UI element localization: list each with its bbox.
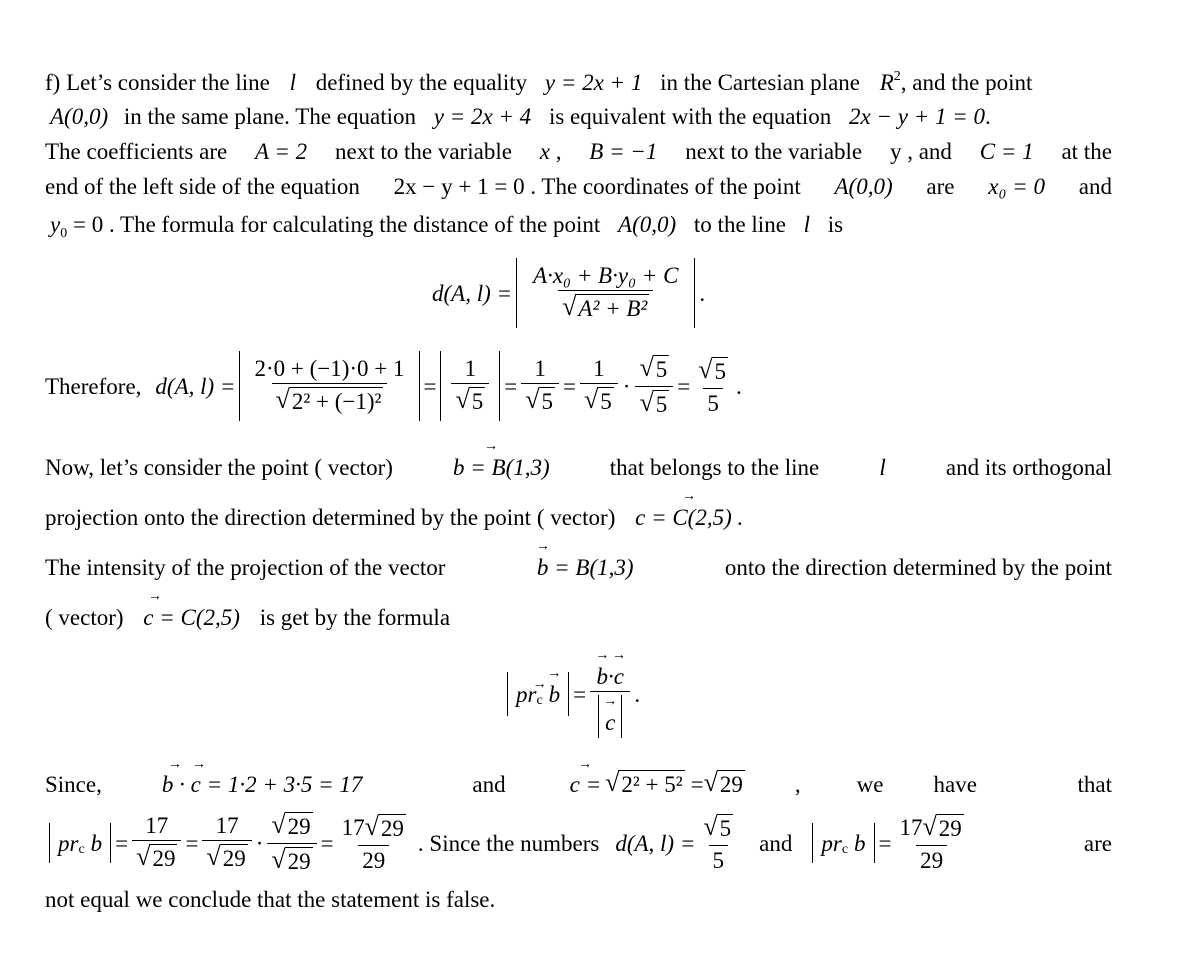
period: . bbox=[634, 681, 641, 707]
pr-subscript: → c bbox=[536, 694, 542, 708]
sqrt bbox=[639, 355, 669, 382]
vector-b: b bbox=[90, 830, 103, 856]
sqrt bbox=[562, 294, 649, 321]
math-A00: A(0,0) bbox=[618, 212, 677, 237]
numerator: 2·0 + (−1)·0 + 1 bbox=[254, 356, 405, 382]
numerator: 17 bbox=[145, 813, 169, 839]
math: x₀ = 0 bbox=[988, 174, 1045, 199]
radicand: 29 bbox=[936, 814, 964, 841]
abs-value bbox=[239, 351, 419, 420]
radical-icon: √ bbox=[922, 812, 937, 842]
math-eq2: 2x − y + 1 = 0 bbox=[849, 104, 985, 129]
numerator bbox=[694, 357, 732, 387]
math: A(0,0) bbox=[834, 174, 893, 199]
fraction bbox=[132, 814, 181, 871]
fraction bbox=[590, 651, 630, 738]
text: is get by the formula bbox=[259, 605, 451, 630]
radical-icon: √ bbox=[525, 385, 540, 415]
equals: = bbox=[423, 373, 437, 399]
vector-arrow-icon: → bbox=[484, 439, 498, 454]
radical-icon: √ bbox=[271, 810, 286, 840]
text: have bbox=[933, 771, 977, 797]
period: . bbox=[736, 373, 742, 399]
text: . bbox=[985, 104, 991, 129]
numerator bbox=[267, 812, 316, 842]
fraction bbox=[267, 812, 316, 873]
abs-value bbox=[49, 823, 111, 863]
sqrt bbox=[605, 770, 685, 797]
text: that bbox=[1077, 771, 1112, 797]
pr-symbol: pr bbox=[516, 681, 537, 707]
text: The coefficients are bbox=[45, 139, 228, 164]
fraction bbox=[250, 357, 408, 414]
text: = 0 . The formula for calculating the distance of the point bbox=[72, 212, 601, 237]
text: and bbox=[759, 830, 793, 856]
sqrt bbox=[206, 844, 247, 871]
radical-icon: √ bbox=[605, 768, 620, 798]
vector-arrow-icon: → bbox=[148, 589, 162, 604]
vector-arrow-icon: → bbox=[682, 489, 696, 504]
math-R-exp: 2 bbox=[893, 69, 901, 84]
math: b = B(1,3) bbox=[536, 555, 634, 580]
coefficient: 17 bbox=[899, 815, 923, 841]
numerator: 1 bbox=[464, 356, 477, 382]
text: we bbox=[856, 771, 884, 797]
abs-value bbox=[516, 258, 695, 327]
math: c = C(2,5) . bbox=[635, 505, 744, 530]
equals: = bbox=[504, 373, 518, 399]
math-R: R bbox=[879, 70, 894, 95]
radicand: 5 bbox=[469, 387, 486, 414]
denominator bbox=[558, 290, 653, 321]
radicand: 2² + (−1)² bbox=[289, 387, 384, 414]
dot: · bbox=[608, 663, 614, 689]
sqrt bbox=[923, 814, 964, 841]
radicand: 29 bbox=[717, 770, 745, 797]
text: projection onto the direction determined by the point ( vector) bbox=[45, 505, 616, 530]
projection-formula bbox=[503, 640, 640, 748]
vector-b: b bbox=[854, 830, 866, 856]
lhs: d(A, l) = bbox=[615, 830, 696, 856]
fraction bbox=[580, 357, 618, 414]
fraction bbox=[694, 357, 732, 414]
line-5 bbox=[50, 213, 1117, 241]
line-2 bbox=[50, 105, 1117, 128]
radicand: 29 bbox=[378, 814, 406, 841]
text: and bbox=[1078, 174, 1112, 199]
pr-subscript: c bbox=[78, 842, 85, 857]
denominator bbox=[521, 383, 559, 414]
sqrt bbox=[698, 357, 728, 384]
abs-value bbox=[812, 823, 874, 863]
equals: = bbox=[115, 830, 129, 856]
text: that belongs to the line bbox=[609, 455, 820, 480]
pr-subscript: c bbox=[841, 842, 849, 857]
line-8 bbox=[45, 556, 1112, 579]
radical-icon: √ bbox=[275, 385, 290, 415]
text: ( vector) bbox=[45, 605, 124, 630]
radical-icon: √ bbox=[639, 353, 654, 383]
math: c = bbox=[569, 771, 602, 797]
text: defined by the equality bbox=[315, 70, 528, 95]
fraction bbox=[699, 814, 737, 871]
comma: , bbox=[794, 771, 801, 797]
math-l: l bbox=[289, 70, 296, 95]
radicand: 29 bbox=[285, 847, 313, 874]
distance-formula bbox=[432, 252, 705, 334]
vector-b: → b bbox=[549, 683, 561, 706]
dot: · bbox=[255, 830, 264, 856]
math-A00: A(0,0) bbox=[50, 104, 109, 129]
text: to the line bbox=[693, 212, 786, 237]
fraction bbox=[635, 355, 673, 416]
math: B = −1 bbox=[589, 139, 658, 164]
fraction bbox=[202, 814, 251, 871]
line-9 bbox=[45, 606, 1112, 629]
math-eq1: y = 2x + 1 bbox=[544, 70, 643, 95]
pr-symbol: pr bbox=[821, 830, 842, 856]
text: f) Let’s consider the line bbox=[45, 70, 270, 95]
sqrt bbox=[271, 812, 312, 839]
math-y: y bbox=[50, 212, 61, 237]
abs-value bbox=[598, 695, 622, 738]
math-eq: y = 2x + 4 bbox=[433, 104, 532, 129]
text: and bbox=[472, 771, 506, 797]
math: c = C(2,5) bbox=[143, 605, 240, 630]
radical-icon: √ bbox=[698, 355, 713, 385]
projection-line bbox=[45, 810, 1112, 876]
text: is equivalent with the equation bbox=[548, 104, 832, 129]
text: , and the point bbox=[900, 70, 1033, 95]
numerator: 1 bbox=[534, 356, 546, 382]
math-sub: 0 bbox=[60, 226, 68, 241]
fraction bbox=[529, 264, 682, 321]
equals: = bbox=[690, 771, 704, 797]
numerator bbox=[699, 814, 737, 844]
radical-icon: √ bbox=[703, 812, 718, 842]
vector-c: → c bbox=[614, 665, 624, 688]
sqrt bbox=[271, 844, 312, 874]
sqrt bbox=[136, 844, 177, 871]
radical-icon: √ bbox=[271, 844, 286, 874]
text: and its orthogonal bbox=[945, 455, 1112, 480]
denominator bbox=[132, 840, 181, 871]
radicand: 5 bbox=[653, 390, 670, 417]
equals: = bbox=[677, 373, 691, 399]
coefficient: 17 bbox=[341, 815, 365, 841]
radicand: A² + B² bbox=[575, 294, 649, 321]
vector-b: → b bbox=[597, 665, 609, 688]
sqrt bbox=[584, 387, 614, 414]
radicand: 29 bbox=[220, 844, 248, 871]
text: 2x − y + 1 = 0 . The coordinates of the point bbox=[393, 174, 801, 199]
numerator: 1 bbox=[593, 356, 605, 382]
denominator: 29 bbox=[358, 845, 389, 872]
text: next to the variable bbox=[335, 139, 512, 164]
period: . bbox=[699, 280, 706, 306]
numerator bbox=[593, 651, 628, 691]
line-6 bbox=[45, 456, 1112, 479]
text: at the bbox=[1061, 139, 1112, 164]
radicand: 29 bbox=[149, 844, 177, 871]
dot: · bbox=[622, 373, 631, 399]
denominator bbox=[580, 383, 618, 414]
numerator: 17 bbox=[215, 813, 239, 839]
equals: = bbox=[185, 830, 199, 856]
denominator: 5 bbox=[703, 388, 723, 415]
math-l: l bbox=[879, 455, 886, 480]
math: b = B(1,3) bbox=[453, 455, 550, 480]
denominator bbox=[635, 386, 673, 417]
numerator bbox=[338, 814, 410, 844]
abs-value bbox=[507, 672, 569, 716]
fraction bbox=[896, 814, 968, 871]
vector-arrow-icon: → bbox=[168, 757, 182, 772]
radical-icon: √ bbox=[206, 842, 221, 872]
denominator bbox=[451, 383, 489, 414]
math: C = 1 bbox=[979, 139, 1034, 164]
radicand: 5 bbox=[597, 387, 614, 414]
equals: = bbox=[320, 830, 334, 856]
line-4 bbox=[45, 175, 1112, 198]
text: . Since the numbers bbox=[417, 830, 600, 856]
vector-c: → c bbox=[605, 711, 615, 734]
radical-icon: √ bbox=[639, 387, 654, 417]
denominator bbox=[272, 383, 388, 414]
radicand: 5 bbox=[712, 357, 729, 384]
text: next to the variable bbox=[685, 139, 863, 164]
text: in the same plane. The equation bbox=[123, 104, 416, 129]
math: x , bbox=[539, 139, 562, 164]
sqrt bbox=[276, 387, 384, 414]
text: is bbox=[827, 212, 844, 237]
math: b · c = 1·2 + 3·5 = 17 bbox=[161, 771, 363, 797]
text: Therefore, bbox=[45, 373, 142, 399]
radical-icon: √ bbox=[455, 385, 470, 415]
text: end of the left side of the equation bbox=[45, 174, 360, 199]
radical-icon: √ bbox=[584, 385, 599, 415]
radicand: 29 bbox=[285, 812, 313, 839]
numerator bbox=[635, 355, 673, 385]
fraction bbox=[521, 357, 559, 414]
text: in the Cartesian plane bbox=[660, 70, 860, 95]
radical-icon: √ bbox=[703, 768, 718, 798]
sqrt bbox=[704, 770, 745, 797]
lhs: d(A, l) = bbox=[432, 280, 513, 306]
radical-icon: √ bbox=[364, 812, 379, 842]
sqrt bbox=[639, 387, 669, 417]
text: The intensity of the projection of the vector bbox=[45, 555, 446, 580]
denominator bbox=[202, 840, 251, 871]
numerator bbox=[896, 814, 968, 844]
radical-icon: √ bbox=[562, 292, 577, 322]
text: Now, let’s consider the point ( vector) bbox=[45, 455, 393, 480]
fraction bbox=[338, 814, 410, 871]
sqrt bbox=[703, 814, 733, 841]
pr-symbol: pr bbox=[58, 830, 79, 856]
denominator bbox=[590, 691, 630, 738]
text: onto the direction determined by the point bbox=[724, 555, 1112, 580]
equals: = bbox=[878, 830, 892, 856]
lhs: d(A, l) = bbox=[155, 373, 236, 399]
radicand: 5 bbox=[653, 355, 670, 382]
text: are bbox=[1083, 830, 1112, 856]
abs-value bbox=[440, 351, 500, 420]
sqrt bbox=[525, 387, 555, 414]
radical-icon: √ bbox=[136, 842, 151, 872]
math-l: l bbox=[803, 212, 811, 237]
line-3 bbox=[45, 140, 1112, 163]
text: y , and bbox=[889, 139, 952, 164]
conclusion-line bbox=[45, 888, 1112, 911]
vector-arrow-icon: → bbox=[536, 539, 550, 554]
vector-arrow-icon: → bbox=[192, 757, 206, 772]
numerator: A·x₀ + B·y₀ + C bbox=[533, 263, 679, 289]
radicand: 2² + 5² bbox=[618, 770, 684, 797]
text: Since, bbox=[45, 771, 102, 797]
sqrt bbox=[365, 814, 406, 841]
denominator: 5 bbox=[709, 845, 729, 872]
line-1 bbox=[45, 70, 1112, 94]
sqrt bbox=[455, 387, 485, 414]
vector-arrow-icon: → bbox=[578, 757, 592, 772]
denominator: 29 bbox=[916, 845, 947, 872]
text: are bbox=[926, 174, 955, 199]
text: not equal we conclude that the statement is false. bbox=[45, 887, 496, 912]
equals: = bbox=[573, 681, 587, 707]
equals: = bbox=[563, 373, 577, 399]
denominator bbox=[267, 843, 316, 874]
fraction bbox=[451, 357, 489, 414]
line-7 bbox=[45, 506, 1112, 529]
radicand: 5 bbox=[539, 387, 556, 414]
radicand: 5 bbox=[717, 814, 734, 841]
math: A = 2 bbox=[255, 139, 308, 164]
therefore-line bbox=[45, 342, 742, 430]
